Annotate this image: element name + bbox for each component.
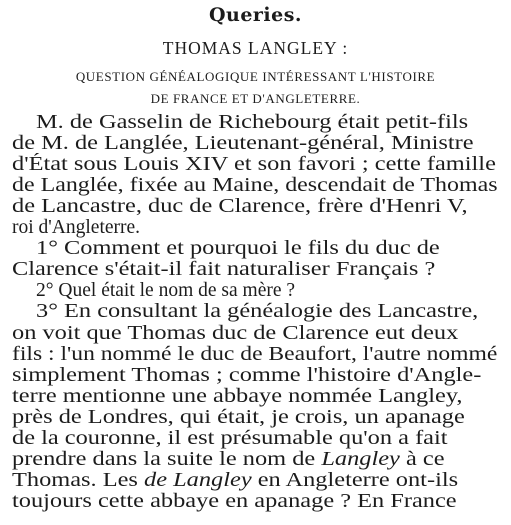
body-line: M. de Gasselin de Richebourg était petit-fils — [36, 112, 469, 133]
body-line: roi d'Angleterre. — [12, 217, 141, 239]
body-line: simplement Thomas ; comme l'histoire d'Angle- — [12, 364, 482, 386]
body-line: terre mentionne une abbaye nommée Langley, — [12, 385, 463, 407]
body-line: Clarence s'était-il fait naturaliser Français ? — [12, 259, 436, 281]
body-line — [12, 470, 458, 491]
italic-name: Langley — [321, 448, 400, 470]
body-line — [12, 449, 445, 470]
article-title: THOMAS LANGLEY : — [162, 38, 349, 58]
body-line: de Langlée, fixée au Maine, descendait de Thomas — [12, 175, 498, 197]
body-line: toujours cette abbaye en apanage ? En France — [12, 490, 457, 512]
body-line: 1° Comment et pourquoi le fils du duc de — [36, 238, 440, 260]
body-line: de M. de Langlée, Lieutenant-général, Ministre — [12, 133, 474, 155]
body-text: en Angleterre ont-ils — [251, 469, 459, 491]
body-line: 3° En consultant la généalogie des Lancastre, — [36, 301, 479, 323]
body-text: Thomas. Les — [12, 469, 145, 491]
body-line: d'État sous Louis XIV et son favori ; cette famille — [12, 154, 496, 176]
article-subtitle — [0, 66, 511, 110]
subtitle-line: QUESTION GÉNÉALOGIQUE INTÉRESSANT L'HISTOIRE — [75, 69, 436, 84]
section-heading: Queries. — [208, 4, 303, 26]
body-text: à ce — [399, 448, 445, 470]
body-text: prendre dans la suite le nom de — [12, 448, 322, 470]
body-line: de Lancastre, duc de Clarence, frère d'Henri V, — [12, 196, 468, 218]
body-line: près de Londres, qui était, je crois, un apanage — [12, 406, 465, 428]
body-line: 2° Quel était le nom de sa mère ? — [36, 280, 296, 302]
body-line: de la couronne, il est présumable qu'on a fait — [12, 427, 448, 449]
subtitle-line: DE FRANCE ET D'ANGLETERRE. — [150, 91, 361, 106]
italic-name: de Langley — [144, 469, 252, 491]
body-line: on voit que Thomas duc de Clarence eut deux — [12, 322, 459, 344]
body-line: fils : l'un nommé le duc de Beaufort, l'autre nommé — [12, 343, 498, 365]
